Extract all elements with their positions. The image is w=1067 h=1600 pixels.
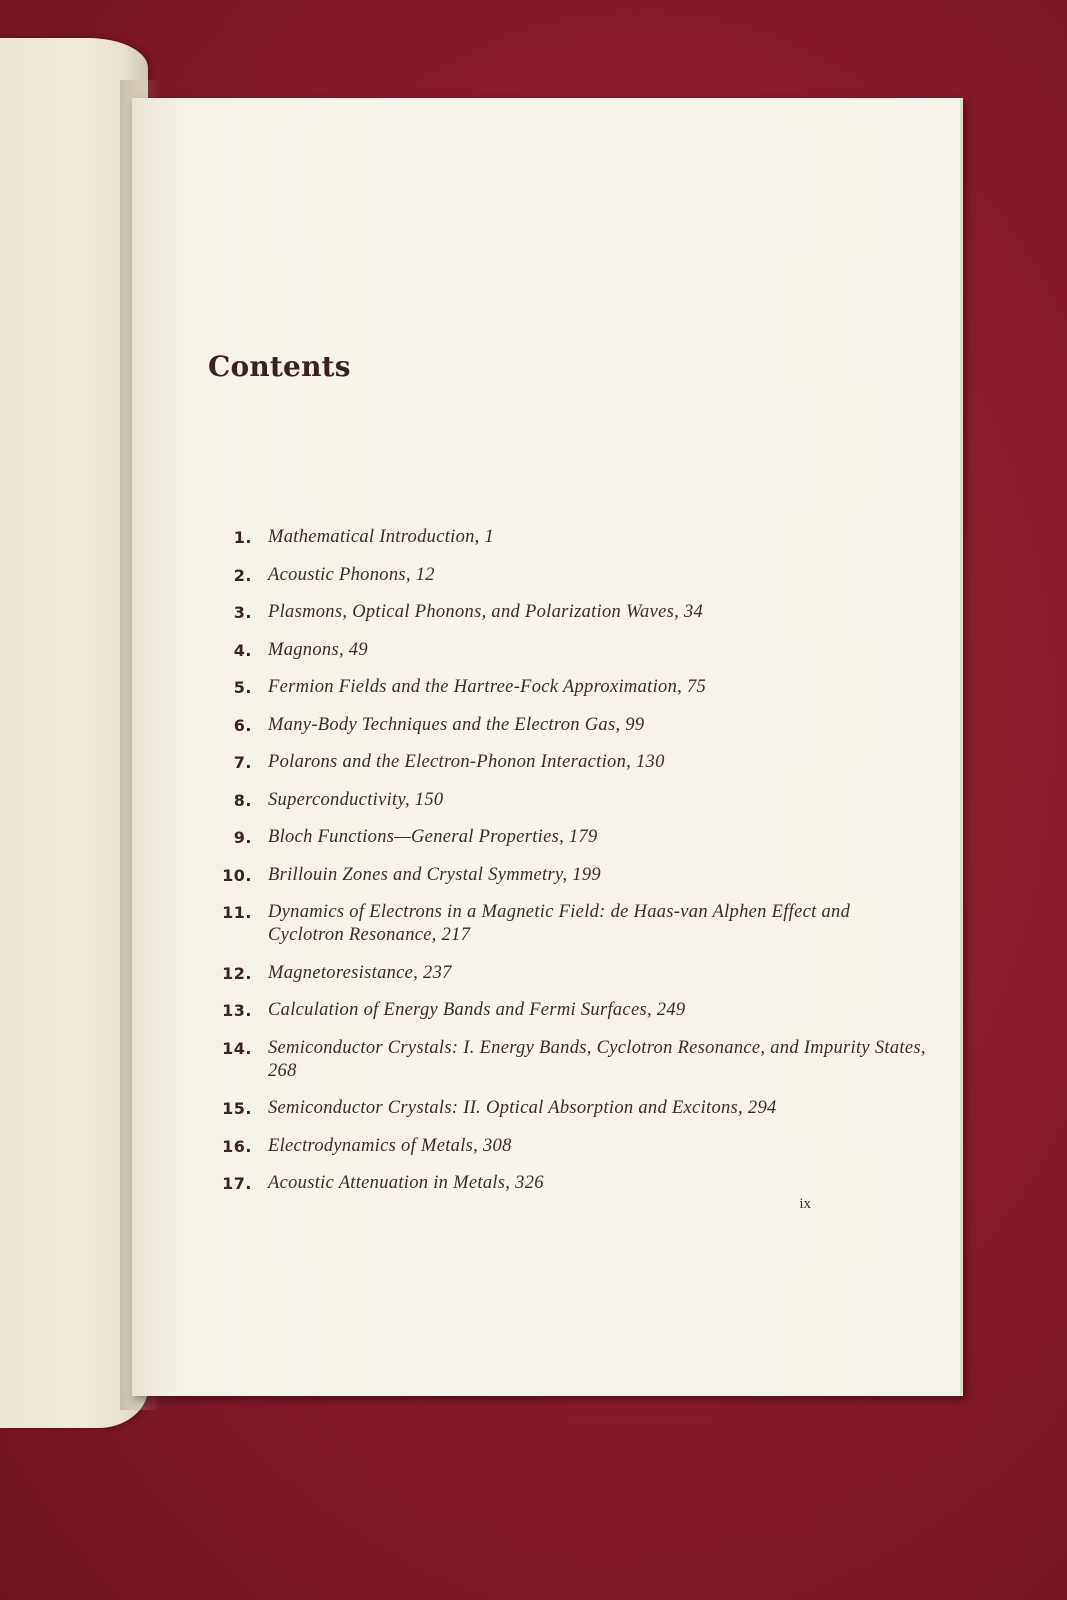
chapter-title: Brillouin Zones and Crystal Symmetry, 199 [268,864,601,885]
chapter-title: Dynamics of Electrons in a Magnetic Field: de Haas-van Alphen Effect and Cyclotron Resonance, 217 [268,902,851,945]
toc-entry [210,639,930,662]
chapter-number: 3. [233,603,252,622]
chapter-title: Acoustic Phonons, 12 [268,564,435,585]
chapter-number: 9. [233,828,252,847]
toc-entry [210,826,930,849]
toc-entry [210,1037,930,1083]
toc-entry [210,1097,930,1120]
chapter-number: 7. [233,753,252,772]
toc-entry [210,1135,930,1158]
chapter-title: Electrodynamics of Metals, 308 [268,1135,512,1156]
chapter-title: Mathematical Introduction, 1 [268,527,495,547]
toc-entry [210,526,930,549]
toc-entry [210,601,930,624]
chapter-title: Magnons, 49 [268,639,368,660]
chapter-number: 2. [233,565,252,585]
toc-entry [210,864,930,887]
toc-entry [210,999,930,1022]
chapter-title: Bloch Functions—General Properties, 179 [268,827,598,847]
chapter-number: 1. [233,528,252,547]
chapter-title: Polarons and the Electron-Phonon Interaction, 130 [268,752,665,772]
table-of-contents [210,526,930,1210]
contents-page [132,98,963,1396]
chapter-number: 10. [222,865,252,885]
chapter-title: Acoustic Attenuation in Metals, 326 [268,1173,544,1193]
toc-entry [210,962,930,985]
chapter-number: 13. [222,1001,252,1020]
chapter-number: 6. [233,715,252,735]
chapter-number: 16. [222,1136,252,1156]
chapter-title: Calculation of Energy Bands and Fermi Surfaces, 249 [268,1000,686,1020]
toc-entry [210,676,930,699]
toc-entry [210,789,930,812]
page-folio: ix [799,1196,811,1212]
chapter-number: 11. [222,903,252,922]
chapter-title: Many-Body Techniques and the Electron Gas, 99 [268,714,645,735]
page-heading: Contents [208,350,351,383]
chapter-title: Semiconductor Crystals: II. Optical Absorption and Excitons, 294 [268,1098,777,1118]
toc-entry [210,751,930,774]
page-edge [960,98,963,1396]
chapter-number: 4. [233,640,252,660]
chapter-number: 5. [233,678,252,697]
toc-entry [210,901,930,947]
chapter-title: Magnetoresistance, 237 [268,962,452,983]
chapter-title: Superconductivity, 150 [268,789,444,810]
chapter-title: Semiconductor Crystals: I. Energy Bands, Cyclotron Resonance, and Impurity States, 268 [268,1037,926,1081]
chapter-number: 12. [222,963,252,983]
toc-entry [210,1172,930,1195]
chapter-number: 17. [222,1174,252,1193]
toc-entry [210,714,930,737]
toc-entry [210,564,930,587]
chapter-number: 14. [222,1038,252,1058]
chapter-title: Fermion Fields and the Hartree-Fock Approximation, 75 [268,677,707,697]
chapter-number: 8. [233,790,252,810]
chapter-number: 15. [222,1099,252,1118]
chapter-title: Plasmons, Optical Phonons, and Polarization Waves, 34 [268,602,704,622]
